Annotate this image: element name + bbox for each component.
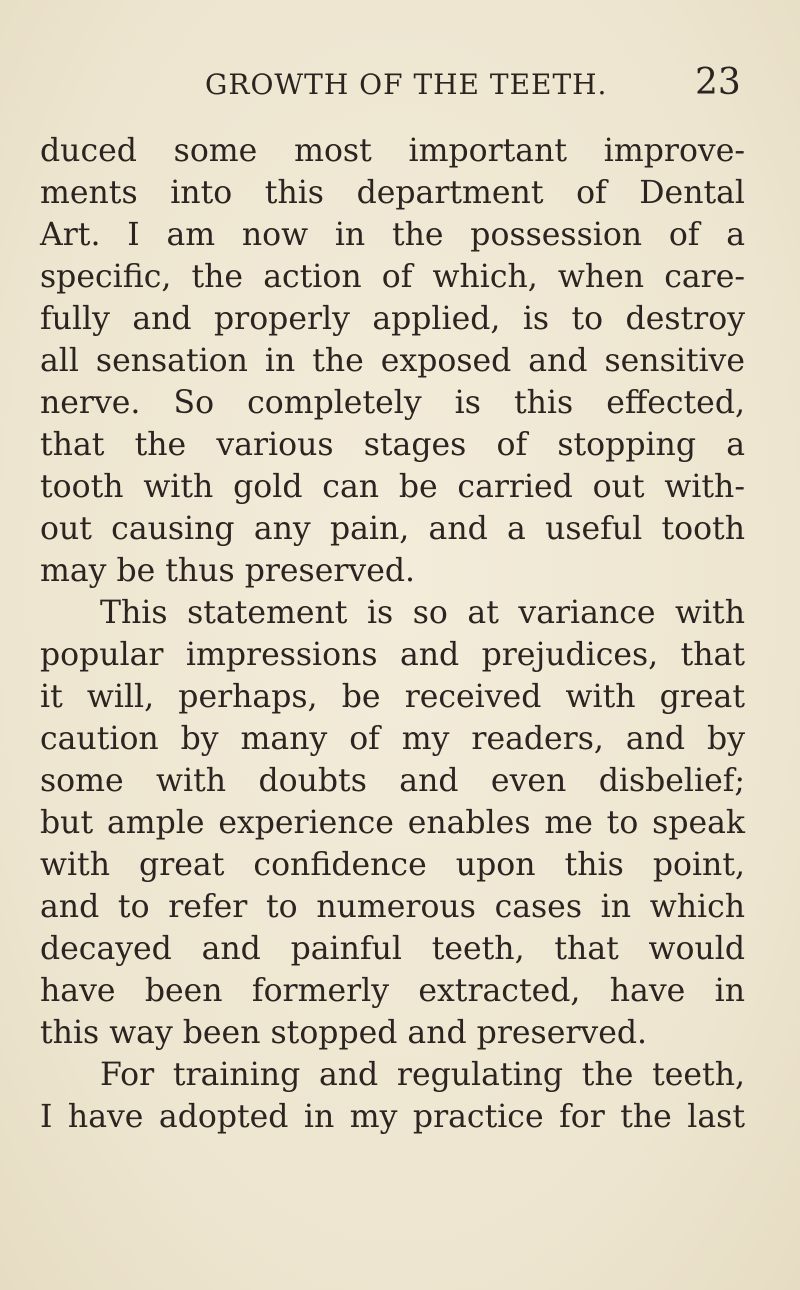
text-line: it will, perhaps, be received with great [40,679,745,715]
text-line: I have adopted in my practice for the last [40,1099,745,1135]
text-line: decayed and painful teeth, that would [40,931,745,967]
paragraph-start-line: For training and regulating the teeth, [100,1057,745,1093]
text-line: out causing any pain, and a useful tooth [40,511,745,547]
running-header [0,62,800,112]
text-line: nerve. So completely is this effected, [40,385,745,421]
text-line: with great confidence upon this point, [40,847,745,883]
text-line: fully and properly applied, is to destroy [40,301,745,337]
text-line: tooth with gold can be carried out with- [40,469,745,505]
text-line: and to refer to numerous cases in which [40,889,745,925]
running-title: GROWTH OF THE TEETH. [205,68,608,101]
text-line: all sensation in the exposed and sensitive [40,343,745,379]
text-line: specific, the action of which, when care- [40,259,745,295]
body-text [40,130,745,1138]
paragraph-end-line: may be thus preserved. [40,553,416,589]
text-line: some with doubts and even disbelief; [40,763,745,799]
text-line: have been formerly extracted, have in [40,973,745,1009]
text-line: duced some most important improve- [40,133,745,169]
text-line: caution by many of my readers, and by [40,721,745,757]
text-line: ments into this department of Dental [40,175,745,211]
text-line: Art. I am now in the possession of a [40,217,745,253]
paragraph-end-line: this way been stopped and preserved. [40,1015,648,1051]
text-line: but ample experience enables me to speak [40,805,745,841]
text-line: that the various stages of stopping a [40,427,745,463]
paragraph-start-line: This statement is so at variance with [100,595,745,631]
page-number: 23 [695,62,741,103]
text-line: popular impressions and prejudices, that [40,637,745,673]
